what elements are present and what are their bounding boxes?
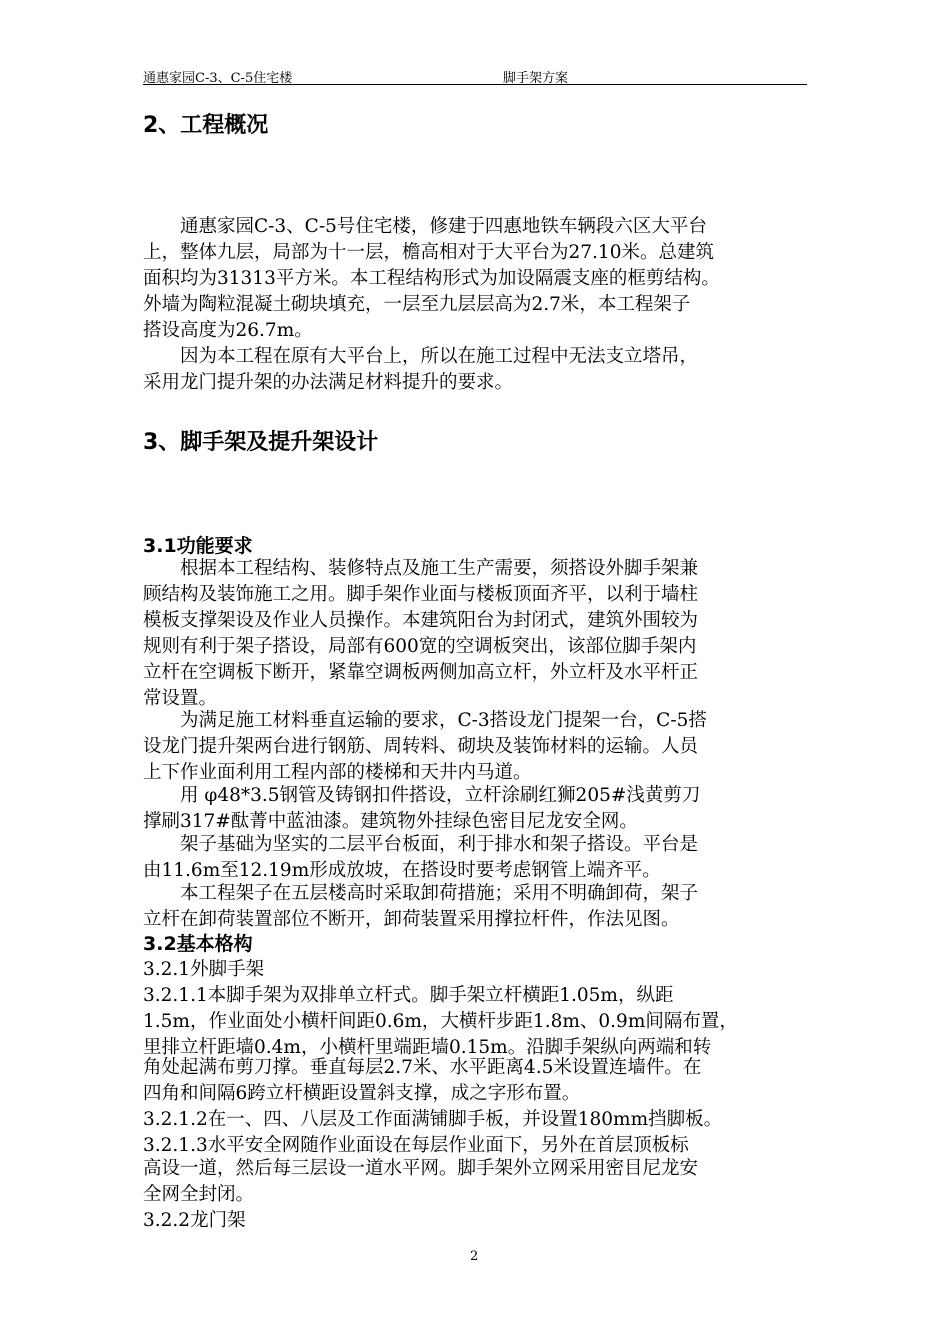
paragraph-line: 常设置。 <box>143 688 218 709</box>
paragraph-line: 因为本工程在原有大平台上，所以在施工过程中无法支立塔吊， <box>143 346 699 367</box>
paragraph-line: 角处起满布剪刀撑。垂直每层2.7米、水平距离4.5米设置连墙件。在 <box>143 1057 702 1078</box>
paragraph-line: 设龙门提升架两台进行钢筋、周转料、砌块及装饰材料的运输。人员 <box>143 736 699 757</box>
paragraph-line: 由11.6m至12.19m形成放坡，在搭设时要考虑钢管上端齐平。 <box>143 860 661 881</box>
paragraph-line: 本工程架子在五层楼高时采取卸荷措施；采用不明确卸荷，架子 <box>143 883 699 904</box>
paragraph-line: 全网全封闭。 <box>143 1184 255 1205</box>
paragraph-line: 通惠家园C-3、C-5号住宅楼，修建于四惠地铁车辆段六区大平台 <box>143 216 707 237</box>
paragraph-line: 根据本工程结构、装修特点及施工生产需要，须搭设外脚手架兼 <box>143 558 699 579</box>
paragraph-line: 四角和间隔6跨立杆横距设置斜支撑，成之字形布置。 <box>143 1083 581 1104</box>
paragraph-line: 3.2.1.2在一、四、八层及工作面满铺脚手板，并设置180mm挡脚板。 <box>143 1109 723 1130</box>
paragraph-line: 采用龙门提升架的办法满足材料提升的要求。 <box>143 372 514 393</box>
paragraph-line: 面积均为31313平方米。本工程结构形式为加设隔震支座的框剪结构。 <box>143 268 720 289</box>
paragraph-line: 搭设高度为26.7m。 <box>143 320 313 341</box>
paragraph-line: 立杆在空调板下断开，紧靠空调板两侧加高立杆，外立杆及水平杆正 <box>143 662 699 683</box>
section-3-2-title: 3.2基本格构 <box>143 933 253 955</box>
paragraph-line: 3.2.2龙门架 <box>143 1210 246 1231</box>
header-doc-title: 脚手架方案 <box>503 71 569 86</box>
section-3-title: 3、脚手架及提升架设计 <box>143 430 379 455</box>
paragraph-line: 上下作业面利用工程内部的楼梯和天井内马道。 <box>143 762 532 783</box>
paragraph-line: 为满足施工材料垂直运输的要求，C-3搭设龙门提架一台，C-5搭 <box>143 710 707 731</box>
header-project-name: 通惠家园C-3、C-5住宅楼 <box>143 71 293 86</box>
paragraph-line: 1.5m，作业面处小横杆间距0.6m，大横杆步距1.8m、0.9m间隔布置， <box>143 1011 738 1032</box>
paragraph-line: 模板支撑架设及作业人员操作。本建筑阳台为封闭式，建筑外围较为 <box>143 610 699 631</box>
paragraph-line: 高设一道，然后每三层设一道水平网。脚手架外立网采用密目尼龙安 <box>143 1158 699 1179</box>
paragraph-line: 3.2.1外脚手架 <box>143 959 265 980</box>
page-number: 2 <box>470 1249 479 1264</box>
paragraph-line: 顾结构及装饰施工之用。脚手架作业面与楼板顶面齐平，以利于墙柱 <box>143 584 699 605</box>
paragraph-line: 上，整体九层，局部为十一层，檐高相对于大平台为27.10米。总建筑 <box>143 242 714 263</box>
paragraph-line: 撑刷317#酞菁中蓝油漆。建筑物外挂绿色密目尼龙安全网。 <box>143 811 638 832</box>
paragraph-line: 外墙为陶粒混凝土砌块填充，一层至九层层高为2.7米，本工程架子 <box>143 294 691 315</box>
paragraph-line: 用 φ48*3.5钢管及铸钢扣件搭设，立杆涂刷红狮205#浅黄剪刀 <box>143 785 701 806</box>
paragraph-line: 规则有利于架子搭设，局部有600宽的空调板突出，该部位脚手架内 <box>143 636 697 657</box>
paragraph-line: 3.2.1.3水平安全网随作业面设在每层作业面下，另外在首层顶板标 <box>143 1135 689 1156</box>
section-3-1-title: 3.1功能要求 <box>143 535 253 557</box>
paragraph-line: 里排立杆距墙0.4m，小横杆里端距墙0.15m。沿脚手架纵向两端和转 <box>143 1037 712 1058</box>
page-header <box>143 64 807 85</box>
section-2-title: 2、工程概况 <box>143 113 269 138</box>
paragraph-line: 3.2.1.1本脚手架为双排单立杆式。脚手架立杆横距1.05m，纵距 <box>143 985 674 1006</box>
paragraph-line: 架子基础为坚实的二层平台板面，利于排水和架子搭设。平台是 <box>143 834 699 855</box>
paragraph-line: 立杆在卸荷装置部位不断开，卸荷装置采用撑拉杆件，作法见图。 <box>143 909 680 930</box>
